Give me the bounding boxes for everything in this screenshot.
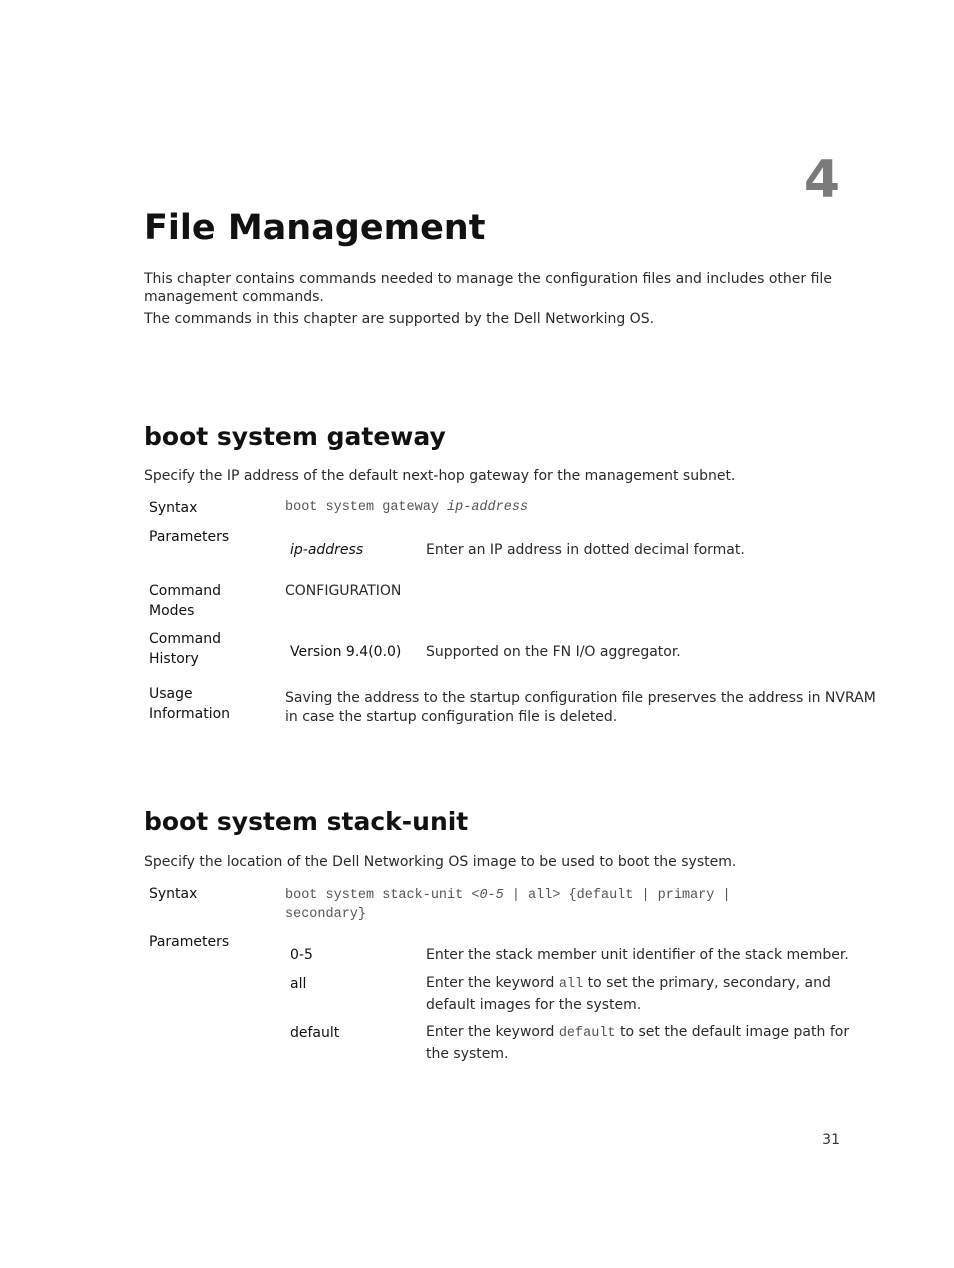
param-name: all <box>290 976 307 992</box>
chapter-intro-line2: management commands. <box>144 289 324 305</box>
command-modes-label: Command Modes <box>149 583 221 619</box>
keyword-code: all <box>558 977 584 992</box>
syntax-command: boot system gateway ip-address <box>285 500 529 515</box>
command-modes-value: CONFIGURATION <box>285 583 402 599</box>
keyword-code: default <box>558 1026 616 1041</box>
usage-information-label: Usage Information <box>149 686 231 722</box>
chapter-number: 4 <box>803 150 840 210</box>
param-name: ip-address <box>290 542 364 558</box>
page-number: 31 <box>822 1132 840 1148</box>
parameters-label: Parameters <box>149 529 230 545</box>
history-version: Version 9.4(0.0) <box>290 644 402 660</box>
param-description: Enter the keyword default to set the default image path for the system. <box>426 1024 850 1062</box>
chapter-title: File Management <box>144 208 486 248</box>
section-description: Specify the IP address of the default next-hop gateway for the management subnet. <box>144 468 736 484</box>
command-history-label: Command History <box>149 631 221 667</box>
section-title-boot-system-stack-unit: boot system stack-unit <box>144 807 469 836</box>
syntax-label: Syntax <box>149 886 198 902</box>
parameters-label: Parameters <box>149 934 230 950</box>
syntax-command: boot system stack-unit <0-5 | all> {default | primary | secondary} <box>285 888 731 922</box>
section-title-boot-system-gateway: boot system gateway <box>144 422 446 451</box>
syntax-label: Syntax <box>149 500 198 516</box>
param-description: Enter the keyword all to set the primary, secondary, and default images for the system. <box>426 975 831 1013</box>
history-description: Supported on the FN I/O aggregator. <box>426 644 681 660</box>
param-name: 0-5 <box>290 947 313 963</box>
usage-information-text: Saving the address to the startup configuration file preserves the address in NVRAM in case the startup configuration file is deleted. <box>285 690 876 725</box>
param-description: Enter an IP address in dotted decimal format. <box>426 542 745 558</box>
param-description: Enter the stack member unit identifier of the stack member. <box>426 947 849 963</box>
chapter-intro-line1: This chapter contains commands needed to manage the configuration files and includes other file <box>144 271 832 287</box>
chapter-intro-line3: The commands in this chapter are supported by the Dell Networking OS. <box>144 311 655 327</box>
param-name: default <box>290 1025 340 1041</box>
section-description: Specify the location of the Dell Networking OS image to be used to boot the system. <box>144 854 737 870</box>
